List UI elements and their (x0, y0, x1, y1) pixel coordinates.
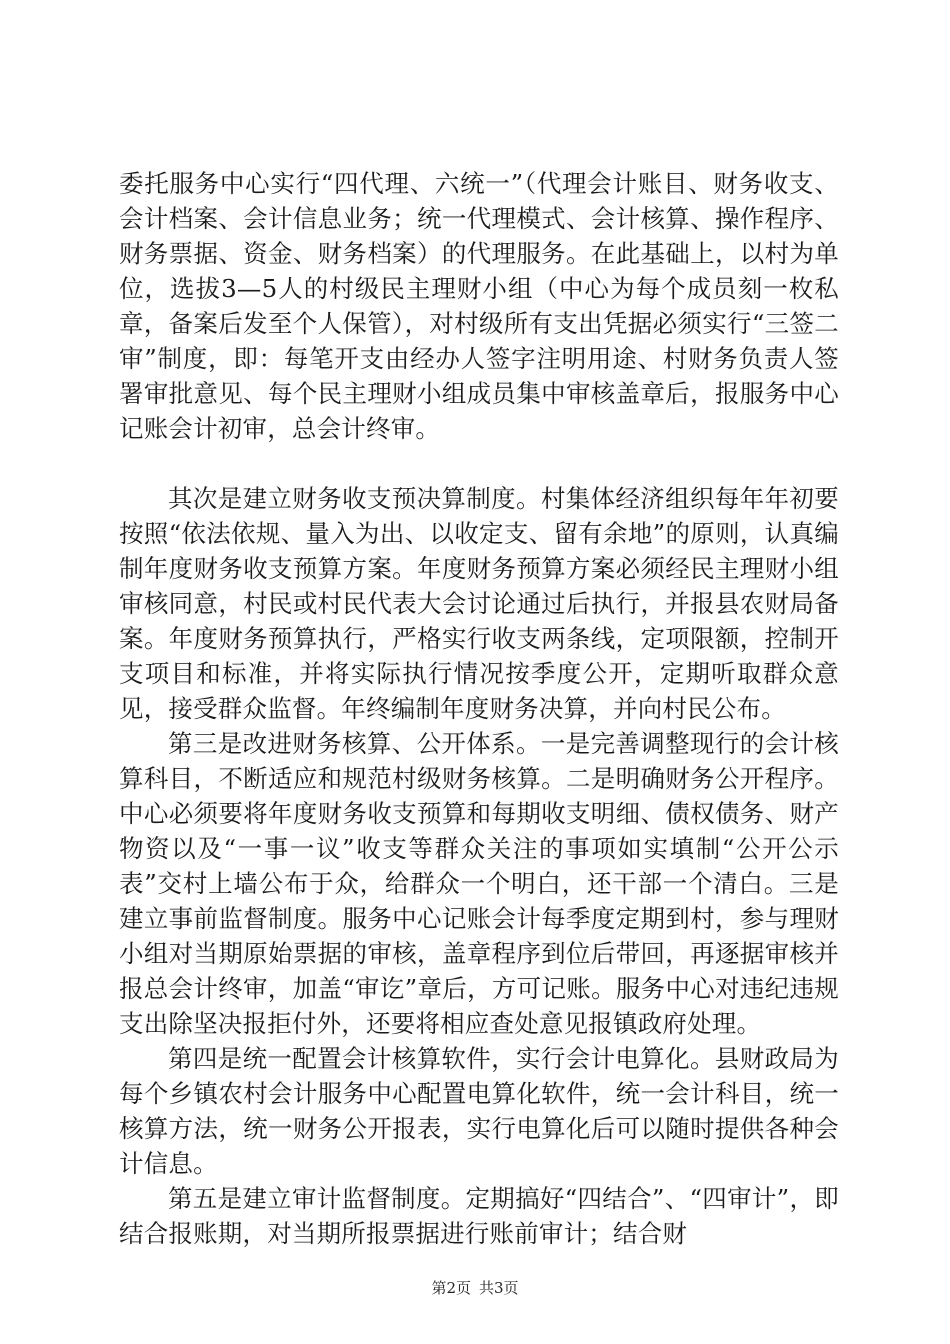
document-body (119, 166, 839, 1251)
paragraph-5: 第五是建立审计监督制度。定期搞好“四结合”、“四审计”，即结合报账期，对当期所报票据进行账前审计；结合财 (119, 1184, 839, 1248)
page-number: 第2页 (431, 1279, 471, 1297)
page-total: 共3页 (479, 1279, 519, 1297)
paragraph-3: 第三是改进财务核算、公开体系。一是完善调整现行的会计核算科目，不断适应和规范村级财务核算。二是明确财务公开程序。中心必须要将年度财务收支预算和每期收支明细、债权债务、财产物资以及“一事一议”收支等群众关注的事项如实填制“公开公示表”交村上墙公布于众，给群众一个明白，还干部一个清白。三是建立事前监督制度。服务中心记账会计每季度定期到村，参与理财小组对当期原始票据的审核，盖章程序到位后带回，再逐据审核并报总会计终审，加盖“审讫”章后，方可记账。服务中心对违纪违规支出除坚决报拒付外，还要将相应查处意见报镇政府处理。 (119, 729, 839, 1038)
page-footer (0, 1278, 950, 1298)
paragraph-4: 第四是统一配置会计核算软件，实行会计电算化。县财政局为每个乡镇农村会计服务中心配置电算化软件，统一会计科目，统一核算方法，统一财务公开报表，实行电算化后可以随时提供各种会计信息。 (119, 1044, 839, 1178)
paragraph-1: 委托服务中心实行“四代理、六统一”（代理会计账目、财务收支、会计档案、会计信息业务；统一代理模式、会计核算、操作程序、财务票据、资金、财务档案）的代理服务。在此基础上，以村为单位，选拔3—5人的村级民主理财小组（中心为每个成员刻一枚私章，备案后发至个人保管），对村级所有支出凭据必须实行“三签二审”制度，即：每笔开支由经办人签字注明用途、村财务负责人签署审批意见、每个民主理财小组成员集中审核盖章后，报服务中心记账会计初审，总会计终审。 (119, 169, 839, 443)
paragraph-2: 其次是建立财务收支预决算制度。村集体经济组织每年年初要按照“依法依规、量入为出、以收定支、留有余地”的原则，认真编制年度财务收支预算方案。年度财务预算方案必须经民主理财小组审核同意，村民或村民代表大会讨论通过后执行，并报县农财局备案。年度财务预算执行，严格实行收支两条线，定项限额，控制开支项目和标准，并将实际执行情况按季度公开，定期听取群众意见，接受群众监督。年终编制年度财务决算，并向村民公布。 (119, 484, 839, 723)
